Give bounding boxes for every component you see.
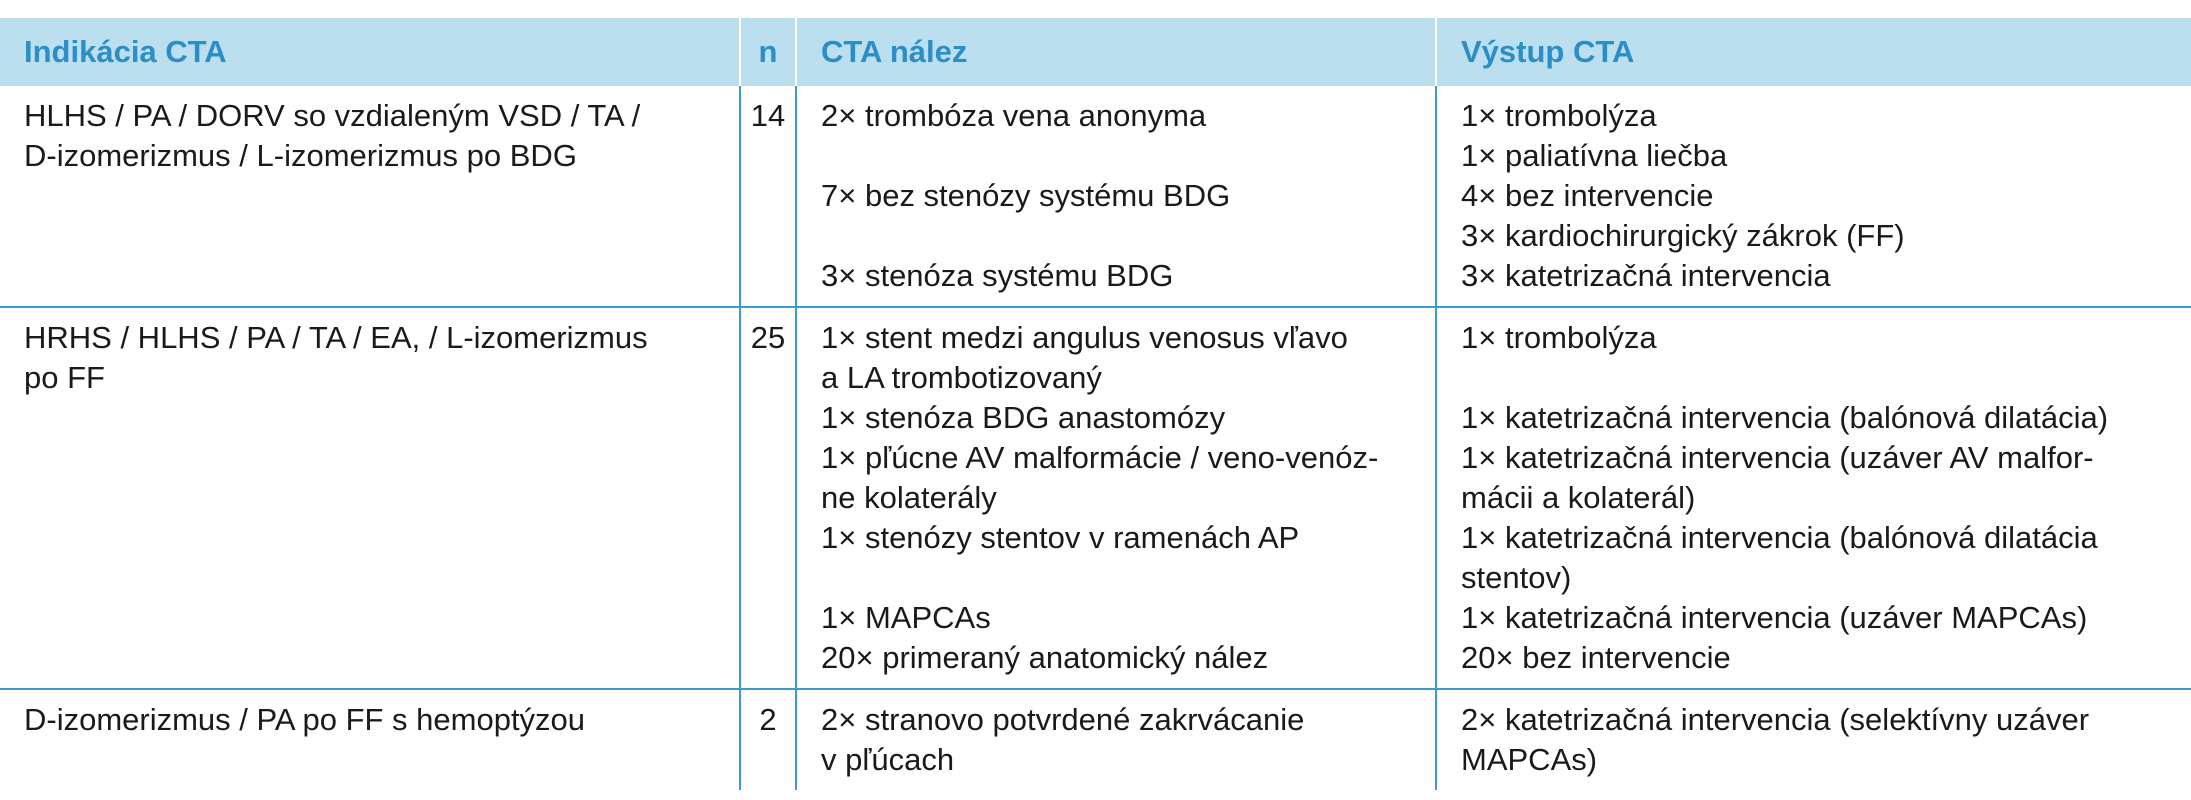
header-n: n bbox=[740, 18, 796, 86]
cell-line: a LA trombotizovaný bbox=[821, 360, 1102, 395]
table-body bbox=[0, 86, 2191, 790]
cta-table bbox=[0, 18, 2191, 790]
cell-line: 1× trombolýza bbox=[1461, 98, 1657, 133]
cell-indication bbox=[0, 86, 740, 307]
blank-line bbox=[821, 136, 1425, 176]
blank-line bbox=[821, 216, 1425, 256]
cell-indication bbox=[0, 307, 740, 689]
cell-finding bbox=[796, 307, 1436, 689]
cell-line: 1× katetrizačná intervencia (balónová dilatácia) bbox=[1461, 400, 2109, 435]
cell-outcome bbox=[1436, 86, 2191, 307]
cell-line: 1× trombolýza bbox=[1461, 320, 1657, 355]
cell-finding bbox=[796, 86, 1436, 307]
table-row bbox=[0, 689, 2191, 790]
table-header-row bbox=[0, 18, 2191, 86]
header-outcome: Výstup CTA bbox=[1436, 18, 2191, 86]
cell-line: HLHS / PA / DORV so vzdialeným VSD / TA / bbox=[24, 98, 641, 133]
cell-line: po FF bbox=[24, 360, 105, 395]
cell-n: 2 bbox=[740, 689, 796, 790]
cell-line: 1× stent medzi angulus venosus vľavo bbox=[821, 320, 1348, 355]
cell-outcome bbox=[1436, 307, 2191, 689]
cell-line: 20× primeraný anatomický nález bbox=[821, 640, 1269, 675]
cell-line: 7× bez stenózy systému BDG bbox=[821, 178, 1231, 213]
cell-line: 1× katetrizačná intervencia (uzáver AV malfor- bbox=[1461, 440, 2094, 475]
cell-line: 2× trombóza vena anonyma bbox=[821, 98, 1207, 133]
cta-table-container bbox=[0, 18, 2191, 790]
cell-line: 1× stenózy stentov v ramenách AP bbox=[821, 520, 1300, 555]
cell-line: 1× pľúcne AV malformácie / veno-venóz- bbox=[821, 440, 1379, 475]
cell-line: 20× bez intervencie bbox=[1461, 640, 1731, 675]
cell-line: D-izomerizmus / PA po FF s hemoptýzou bbox=[24, 702, 586, 737]
cell-line: ne kolaterály bbox=[821, 480, 997, 515]
cell-line: D-izomerizmus / L-izomerizmus po BDG bbox=[24, 138, 577, 173]
header-finding: CTA nález bbox=[796, 18, 1436, 86]
cell-line: HRHS / HLHS / PA / TA / EA, / L-izomerizmus bbox=[24, 320, 648, 355]
cell-line: 4× bez intervencie bbox=[1461, 178, 1714, 213]
cell-line: mácii a kolaterál) bbox=[1461, 480, 1696, 515]
cell-line: 2× stranovo potvrdené zakrvácanie bbox=[821, 702, 1305, 737]
cell-finding bbox=[796, 689, 1436, 790]
cell-line: 1× katetrizačná intervencia (uzáver MAPCAs) bbox=[1461, 600, 2088, 635]
cell-line: 2× katetrizačná intervencia (selektívny uzáver bbox=[1461, 702, 2090, 737]
cell-line: 1× paliatívna liečba bbox=[1461, 138, 1728, 173]
cell-line: 1× katetrizačná intervencia (balónová dilatácia bbox=[1461, 520, 2098, 555]
cell-line: 1× MAPCAs bbox=[821, 600, 991, 635]
cell-line: 3× katetrizačná intervencia bbox=[1461, 258, 1831, 293]
blank-line bbox=[821, 558, 1425, 598]
cell-n: 14 bbox=[740, 86, 796, 307]
blank-line bbox=[1461, 358, 2181, 398]
cell-indication bbox=[0, 689, 740, 790]
table-row bbox=[0, 307, 2191, 689]
cell-line: 3× kardiochirurgický zákrok (FF) bbox=[1461, 218, 1905, 253]
cell-outcome bbox=[1436, 689, 2191, 790]
cell-line: MAPCAs) bbox=[1461, 742, 1598, 777]
table-row bbox=[0, 86, 2191, 307]
cell-line: v pľúcach bbox=[821, 742, 955, 777]
cell-line: 1× stenóza BDG anastomózy bbox=[821, 400, 1226, 435]
cell-n: 25 bbox=[740, 307, 796, 689]
cell-line: 3× stenóza systému BDG bbox=[821, 258, 1174, 293]
cell-line: stentov) bbox=[1461, 560, 1572, 595]
header-indication: Indikácia CTA bbox=[0, 18, 740, 86]
